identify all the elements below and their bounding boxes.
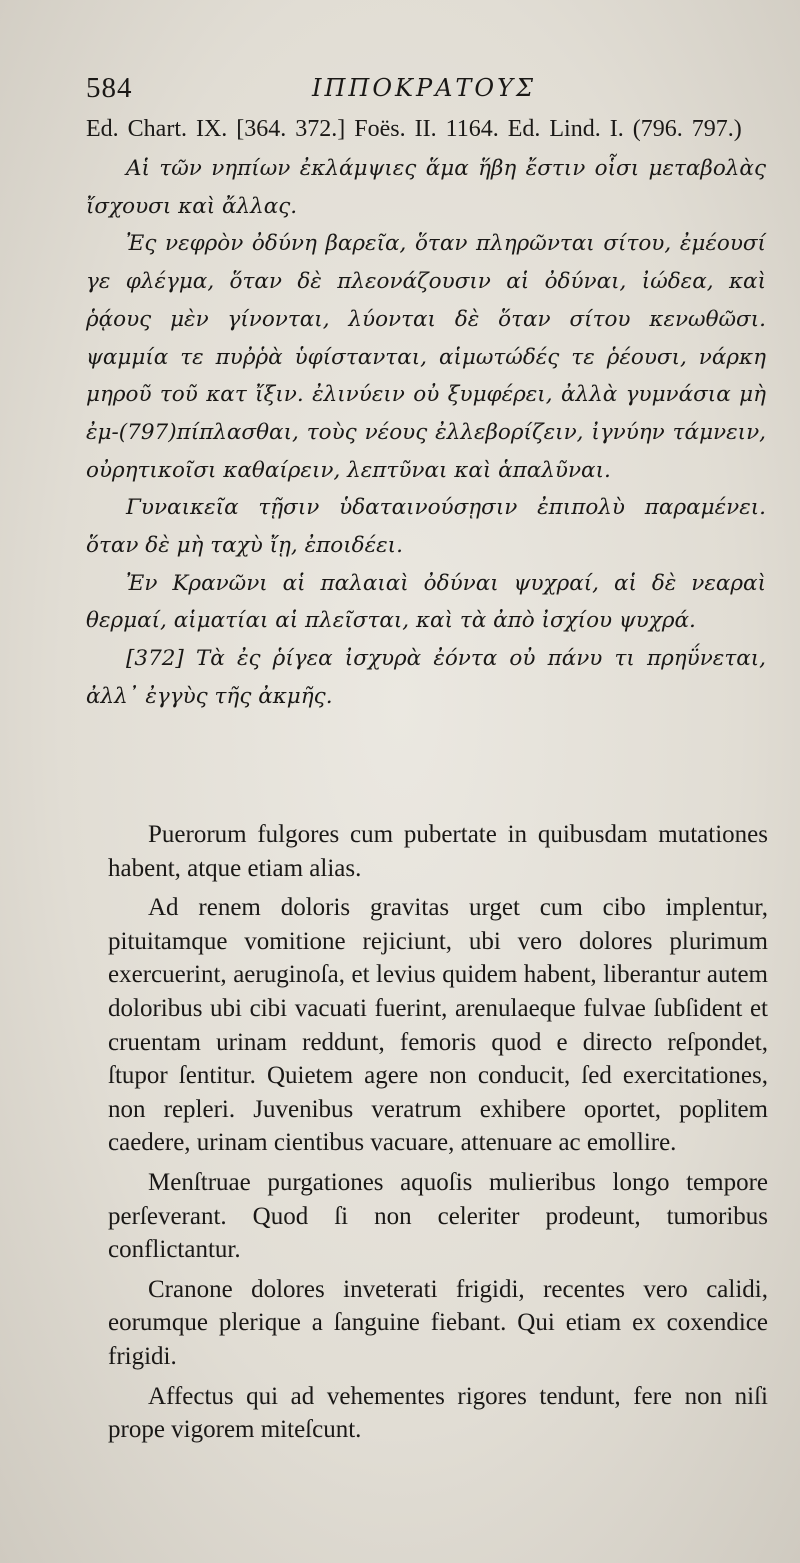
latin-translation bbox=[108, 818, 768, 1447]
page-number: 584 bbox=[86, 72, 133, 104]
greek-paragraph-4: Ἐν Κρανῶνι αἱ παλαιαὶ ὀδύναι ψυχραί, αἱ δὲ νεαραὶ θερμαί, αἱματίαι αἱ πλεῖσται, καὶ τὰ ἀπὸ ἰσχίου ψυχρά. bbox=[86, 570, 766, 634]
greek-paragraph-5: [372] Τὰ ἐς ῥίγεα ἰσχυρὰ ἐόντα οὐ πάνυ τι πρηΰνεται, ἀλλ᾽ ἐγγὺς τῆς ἀκμῆς. bbox=[86, 646, 766, 709]
latin-paragraph-2: Ad renem doloris gravitas urget cum cibo implentur, pituitamque vomitione rejiciunt, ubi vero dolores plurimum exercuerint, aeruginoſa, et levius quidem habent, liberantur autem doloribus ubi cibi vacuati fuerint, arenulaeque fulvae ſubſident et cruentam urinam reddunt, femoris quod e directo reſpondet, ſtupor ſentitur. Quietem agere non conducit, ſed exercitationes, non repleri. Juvenibus veratrum exhibere oportet, poplitem caedere, urinam cientibus vacuare, attenuare ac emollire. bbox=[108, 894, 768, 1157]
latin-paragraph-5: Affectus qui ad vehementes rigores tendunt, fere non niſi prope vigorem miteſcunt. bbox=[108, 1382, 768, 1444]
latin-paragraph-1: Puerorum fulgores cum pubertate in quibusdam mutationes habent, atque etiam alias. bbox=[108, 821, 768, 882]
edition-references: Ed. Chart. IX. [364. 372.] Foës. II. 1164. Ed. Lind. I. (796. 797.) bbox=[86, 116, 742, 142]
greek-text bbox=[86, 150, 766, 716]
running-title: ΙΠΠΟΚΡΑΤΟΥΣ bbox=[312, 74, 536, 102]
latin-paragraph-4: Cranone dolores inveterati frigidi, recentes vero calidi, eorumque plerique a ſanguine fiebant. Qui etiam ex coxendice frigidi. bbox=[108, 1275, 768, 1370]
greek-paragraph-1: Αἱ τῶν νηπίων ἐκλάμψιες ἅμα ἥβη ἔστιν οἷσι μεταβολὰς ἴσχουσι καὶ ἄλλας. bbox=[86, 156, 766, 219]
page-header bbox=[86, 70, 766, 110]
greek-paragraph-3: Γυναικεῖα τῇσιν ὑδαταινούσῃσιν ἐπιπολὺ παραμένει. ὅταν δὲ μὴ ταχὺ ἴῃ, ἐποιδέει. bbox=[86, 495, 766, 559]
greek-paragraph-2: Ἐς νεφρὸν ὀδύνη βαρεῖα, ὅταν πληρῶνται σίτου, ἐμέουσί γε φλέγμα, ὅταν δὲ πλεονάζουσιν αἱ ὀδύναι, ἰώδεα, καὶ ῥᾴους μὲν γίνονται, λύονται δὲ ὅταν σίτου κενωθῶσι. ψαμμία τε πυῤῥὰ ὑφίστανται, αἱμωτώδές τε ῥέουσι, νάρκη μηροῦ τοῦ κατ ἴξιν. ἐλινύειν οὐ ξυμφέρει, ἀλλὰ γυμνάσια μὴ ἐμ-(797)πίπλασθαι, τοὺς νέους ἐλλεβορίζειν, ἰγνύην τάμνειν, οὐρητικοῖσι καθαίρειν, λεπτῦναι καὶ ἁπαλῦναι. bbox=[86, 231, 766, 483]
latin-paragraph-3: Menſtruae purgationes aquoſis mulieribus longo tempore perſeverant. Quod ſi non celeriter prodeunt, tumoribus conflictantur. bbox=[108, 1168, 768, 1264]
